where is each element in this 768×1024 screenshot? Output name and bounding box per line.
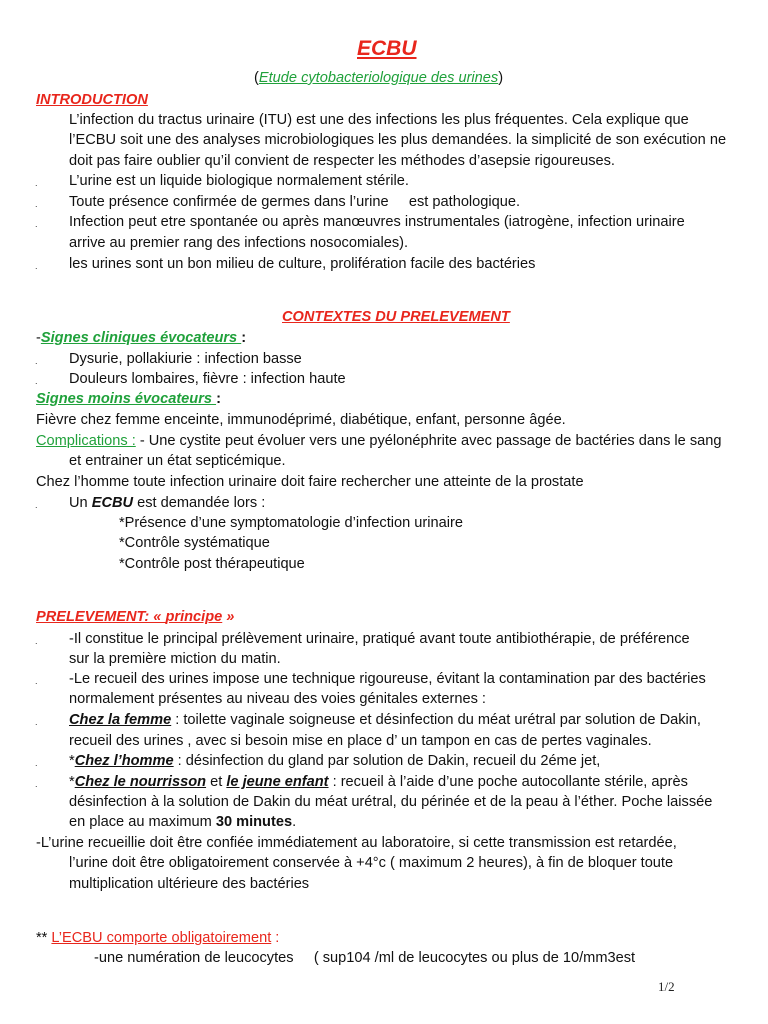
ecbu-comporte-item: -une numération de leucocytes ( sup104 /ml de leucocytes ou plus de 10/mm3est bbox=[94, 950, 636, 966]
bullet-marker: . bbox=[35, 376, 38, 386]
duration-value: 30 minutes bbox=[215, 814, 293, 830]
ecbu-comporte-label: L’ECBU comporte obligatoirement bbox=[51, 930, 272, 946]
signes-prefix: - bbox=[36, 330, 41, 346]
intro-paragraph-line: L’infection du tractus urinaire (ITU) est une des infections les plus fréquentes. Cela explique que bbox=[69, 112, 689, 128]
duration-prefix: en place au maximum bbox=[69, 814, 216, 830]
bullet-marker: . bbox=[35, 500, 38, 510]
urine-conservation-line: multiplication ultérieure des bactéries bbox=[69, 876, 310, 892]
intro-bullet: Toute présence confirmée de germes dans l’urine est pathologique. bbox=[69, 194, 521, 210]
signes-cliniques-label: Signes cliniques évocateurs bbox=[40, 330, 242, 346]
homme-text: : désinfection du gland par solution de Dakin, recueil du 2éme jet, bbox=[173, 753, 601, 769]
signes-moins-label: Signes moins évocateurs bbox=[36, 391, 217, 407]
intro-paragraph-line: l’ECBU soit une des analyses microbiologiques les plus demandées. la simplicité de son exécution ne bbox=[69, 132, 727, 148]
demande-prefix: Un bbox=[69, 495, 92, 511]
bullet-marker: . bbox=[35, 178, 38, 188]
femme-label: Chez la femme bbox=[69, 712, 172, 728]
demande-suffix: est demandée lors : bbox=[133, 495, 266, 511]
subtitle-close-paren: ) bbox=[498, 70, 504, 86]
intro-bullet: Infection peut etre spontanée ou après manœuvres instrumentales (iatrogène, infection urinaire bbox=[69, 214, 685, 230]
urine-conservation-line: l’urine doit être obligatoirement conservée à +4°c ( maximum 2 heures), à fin de bloquer toute bbox=[69, 855, 674, 871]
bullet-marker: . bbox=[35, 219, 38, 229]
demande-item: *Contrôle post thérapeutique bbox=[119, 556, 305, 572]
bullet-marker: . bbox=[35, 717, 38, 727]
signes-cliniques-line bbox=[36, 329, 246, 347]
ecbu-demande-line bbox=[69, 494, 265, 512]
nourrisson-label: Chez le nourrisson bbox=[74, 774, 207, 790]
complications-text: - Une cystite peut évoluer vers une pyélonéphrite avec passage de bactéries dans le sang bbox=[135, 433, 722, 449]
prelevement-line: -Il constitue le principal prélèvement urinaire, pratiqué avant toute antibiothérapie, de préférence bbox=[69, 631, 690, 647]
signes-moins-colon: : bbox=[216, 391, 221, 407]
document-title: ECBU bbox=[357, 37, 417, 60]
nourrisson-star: * bbox=[69, 774, 75, 790]
prelevement-heading-c: » bbox=[222, 609, 235, 625]
signes-moins-text: Fièvre chez femme enceinte, immunodéprimé, diabétique, enfant, personne âgée. bbox=[36, 412, 566, 428]
homme-line bbox=[69, 752, 600, 770]
bullet-marker: . bbox=[35, 356, 38, 366]
intro-bullet: L’urine est un liquide biologique normalement stérile. bbox=[69, 173, 409, 189]
demande-item: *Présence d’une symptomatologie d’infection urinaire bbox=[119, 515, 463, 531]
homme-label: Chez l’homme bbox=[74, 753, 174, 769]
subtitle-text: Etude cytobacteriologique des urines bbox=[258, 70, 499, 86]
signes-item: Douleurs lombaires, fièvre : infection haute bbox=[69, 371, 346, 387]
bullet-marker: . bbox=[35, 261, 38, 271]
page-number: 1/2 bbox=[658, 979, 675, 994]
prelevement-line: normalement présentes au niveau des voies génitales externes : bbox=[69, 691, 486, 707]
nourrisson-et: et bbox=[206, 774, 227, 790]
prelevement-heading bbox=[36, 608, 234, 626]
prelevement-line: -Le recueil des urines impose une technique rigoureuse, évitant la contamination par des bactéries bbox=[69, 671, 706, 687]
duration-suffix: . bbox=[292, 814, 297, 830]
femme-text-continued: recueil des urines , avec si besoin mise en place d’ un tampon en cas de pertes vaginales. bbox=[69, 733, 652, 749]
signes-moins-line bbox=[36, 390, 221, 408]
introduction-heading: INTRODUCTION bbox=[36, 92, 148, 108]
contexts-heading: CONTEXTES DU PRELEVEMENT bbox=[282, 309, 510, 325]
ecbu-comporte-colon: : bbox=[271, 930, 280, 946]
femme-text: : toilette vaginale soigneuse et désinfection du méat urétral par solution de Dakin, bbox=[171, 712, 701, 728]
bullet-marker: . bbox=[35, 758, 38, 768]
prelevement-heading-principe: principe bbox=[165, 609, 223, 625]
subtitle-open-paren: ( bbox=[254, 70, 259, 86]
document-subtitle bbox=[254, 69, 503, 87]
complications-line bbox=[36, 432, 722, 450]
complications-text-continued: et entrainer un état septicémique. bbox=[69, 453, 286, 469]
urine-conservation-line: -L’urine recueillie doit être confiée immédiatement au laboratoire, si cette transmission est retardée, bbox=[36, 835, 677, 851]
nourrisson-text-continued: désinfection à la solution de Dakin du méat urétral, du périnée et de la peau à l’éther. Poche laissée bbox=[69, 794, 713, 810]
signes-colon: : bbox=[241, 330, 247, 346]
intro-bullet-continuation: arrive au premier rang des infections nosocomiales). bbox=[69, 235, 409, 251]
demande-item: *Contrôle systématique bbox=[119, 535, 270, 551]
intro-bullet: les urines sont un bon milieu de culture, prolifération facile des bactéries bbox=[69, 256, 536, 272]
bullet-marker: . bbox=[35, 199, 38, 209]
bullet-marker: . bbox=[35, 636, 38, 646]
intro-paragraph-line: doit pas faire oublier qu’il convient de respecter les méthodes d’asepsie rigoureuses. bbox=[69, 153, 615, 169]
homme-prostate-text: Chez l’homme toute infection urinaire doit faire rechercher une atteinte de la prostate bbox=[36, 474, 584, 490]
femme-line bbox=[69, 711, 701, 729]
complications-label: Complications : bbox=[36, 433, 136, 449]
bullet-marker: . bbox=[35, 676, 38, 686]
ecbu-comporte-stars: ** bbox=[36, 930, 52, 946]
jeune-enfant-label: le jeune enfant bbox=[226, 774, 329, 790]
signes-item: Dysurie, pollakiurie : infection basse bbox=[69, 351, 302, 367]
ecbu-comporte-line bbox=[36, 929, 279, 947]
nourrisson-duration-line bbox=[69, 813, 296, 831]
bullet-marker: . bbox=[35, 779, 38, 789]
homme-star: * bbox=[69, 753, 75, 769]
prelevement-heading-a: PRELEVEMENT: « bbox=[36, 609, 166, 625]
demande-ecbu: ECBU bbox=[91, 495, 134, 511]
prelevement-line: sur la première miction du matin. bbox=[69, 651, 281, 667]
nourrisson-text: : recueil à l’aide d’une poche autocollante stérile, après bbox=[328, 774, 688, 790]
nourrisson-line bbox=[69, 773, 688, 791]
